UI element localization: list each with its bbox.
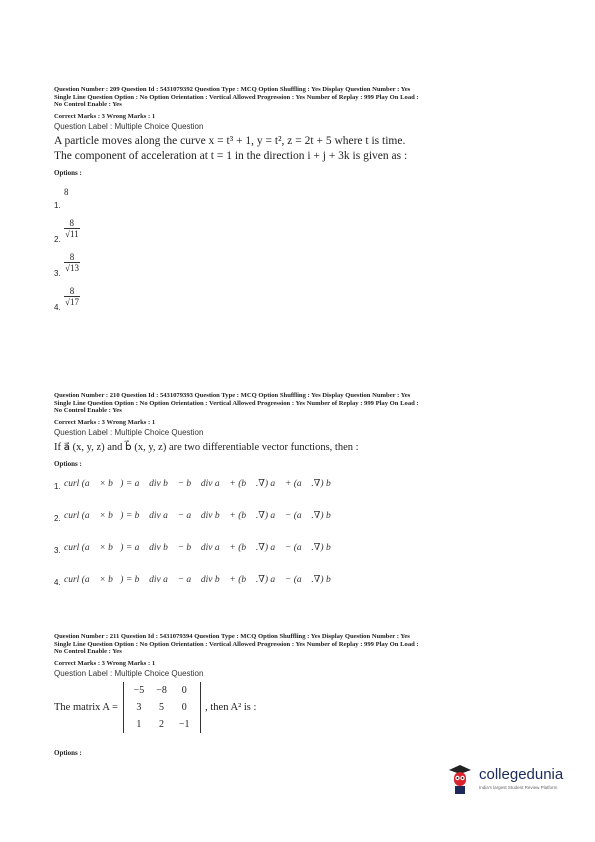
marks: Correct Marks : 3 Wrong Marks : 1 [54,659,156,667]
option-number: 2. [54,234,61,244]
option-text: curl (a⃗ × b⃗) = b⃗ div a⃗ − a⃗ div b⃗ + (b⃗ .∇) a⃗ − (a⃗ .∇) b⃗ [64,510,339,521]
collegedunia-logo [445,760,575,800]
question-label: Question Label : Multiple Choice Question [54,668,204,678]
question-meta: No Control Enable : Yes [54,407,122,415]
question-meta: No Control Enable : Yes [54,101,122,109]
mascot-icon [445,762,475,796]
option-number: 2. [54,513,61,523]
question-label: Question Label : Multiple Choice Question [54,427,204,437]
option-4[interactable] [54,281,554,315]
matrix-cell: 5 [159,701,165,713]
question-meta: No Control Enable : Yes [54,648,122,656]
logo-tagline: India's largest Student Review Platform [479,785,558,790]
question-stem [54,134,554,164]
stem-prefix: The matrix A = [54,701,118,713]
matrix-cell: −8 [156,684,167,696]
matrix-cell: −5 [133,684,145,696]
option-2[interactable] [54,504,554,536]
option-value [64,218,80,239]
question-meta: Single Line Question Option : No Option Orientation : Vertical Allowed Progression : Yes Number of Replay : 999 Play On Load : [54,399,419,407]
matrix-cell: 0 [181,701,187,713]
option-3[interactable] [54,247,554,281]
numerator: 8 [69,217,75,228]
question-meta: Single Line Question Option : No Option Orientation : Vertical Allowed Progression : Yes Number of Replay : 999 Play On Load : [54,93,419,101]
option-number: 3. [54,268,61,278]
option-value [64,252,80,273]
question-210 [54,392,554,600]
question-stem [54,682,554,733]
logo-text: collegedunia [479,766,564,783]
option-number: 1. [54,200,61,210]
option-text: curl (a⃗ × b⃗) = a⃗ div b⃗ − b⃗ div a⃗ + (b⃗ .∇) a⃗ + (a⃗ .∇) b⃗ [64,478,339,489]
denominator: √11 [65,228,79,239]
denominator: √13 [65,262,79,273]
stem-suffix: , then A² is : [205,701,257,713]
matrix-a [123,682,201,733]
question-meta: Single Line Question Option : No Option Orientation : Vertical Allowed Progression : Yes Number of Replay : 999 Play On Load : [54,640,419,648]
options-list [54,183,554,315]
option-1[interactable] [54,472,554,504]
matrix-cell: 3 [136,701,142,713]
option-number: 1. [54,481,61,491]
stem-line: The component of acceleration at t = 1 in the direction i + j + 3k is given as : [54,149,408,162]
question-meta: Question Number : 209 Question Id : 5431079392 Question Type : MCQ Option Shuffling : Yes Display Question Number : Yes [54,86,411,93]
matrix-cell: 2 [159,718,165,730]
matrix-cell: 1 [136,718,142,730]
question-209 [54,86,554,315]
option-4[interactable] [54,568,554,600]
matrix-cell: 0 [181,684,187,696]
option-value [64,286,80,307]
marks: Correct Marks : 3 Wrong Marks : 1 [54,418,156,426]
option-value [64,187,69,197]
question-211 [54,633,554,757]
option-number: 4. [54,577,61,587]
options-label: Options : [54,459,82,468]
option-number: 4. [54,302,61,312]
question-meta: Question Number : 210 Question Id : 5431079393 Question Type : MCQ Option Shuffling : Yes Display Question Number : Yes [54,392,411,399]
options-label: Options : [54,748,82,757]
option-text: curl (a⃗ × b⃗) = a⃗ div b⃗ − b⃗ div a⃗ + (b⃗ .∇) a⃗ − (a⃗ .∇) b⃗ [64,542,339,553]
option-3[interactable] [54,536,554,568]
matrix-cell: −1 [178,718,190,730]
option-text: curl (a⃗ × b⃗) = b⃗ div a⃗ − a⃗ div b⃗ + (b⃗ .∇) a⃗ − (a⃗ .∇) b⃗ [64,574,339,585]
question-meta: Question Number : 211 Question Id : 5431079394 Question Type : MCQ Option Shuffling : Yes Display Question Number : Yes [54,633,410,640]
option-2[interactable] [54,213,554,247]
question-stem: If a⃗ (x, y, z) and b⃗ (x, y, z) are two differentiable vector functions, then : [54,441,359,453]
stem-line: A particle moves along the curve x = t³ + 1, y = t², z = 2t + 5 where t is time. [54,134,406,147]
question-label: Question Label : Multiple Choice Question [54,121,204,131]
denominator: √17 [65,296,79,307]
marks: Correct Marks : 3 Wrong Marks : 1 [54,112,156,120]
numerator: 8 [69,285,75,296]
option-1[interactable] [54,183,554,213]
numerator: 8 [69,251,75,262]
options-list [54,472,554,600]
options-label: Options : [54,168,82,177]
option-number: 3. [54,545,61,555]
numerator: 8 [64,186,69,197]
